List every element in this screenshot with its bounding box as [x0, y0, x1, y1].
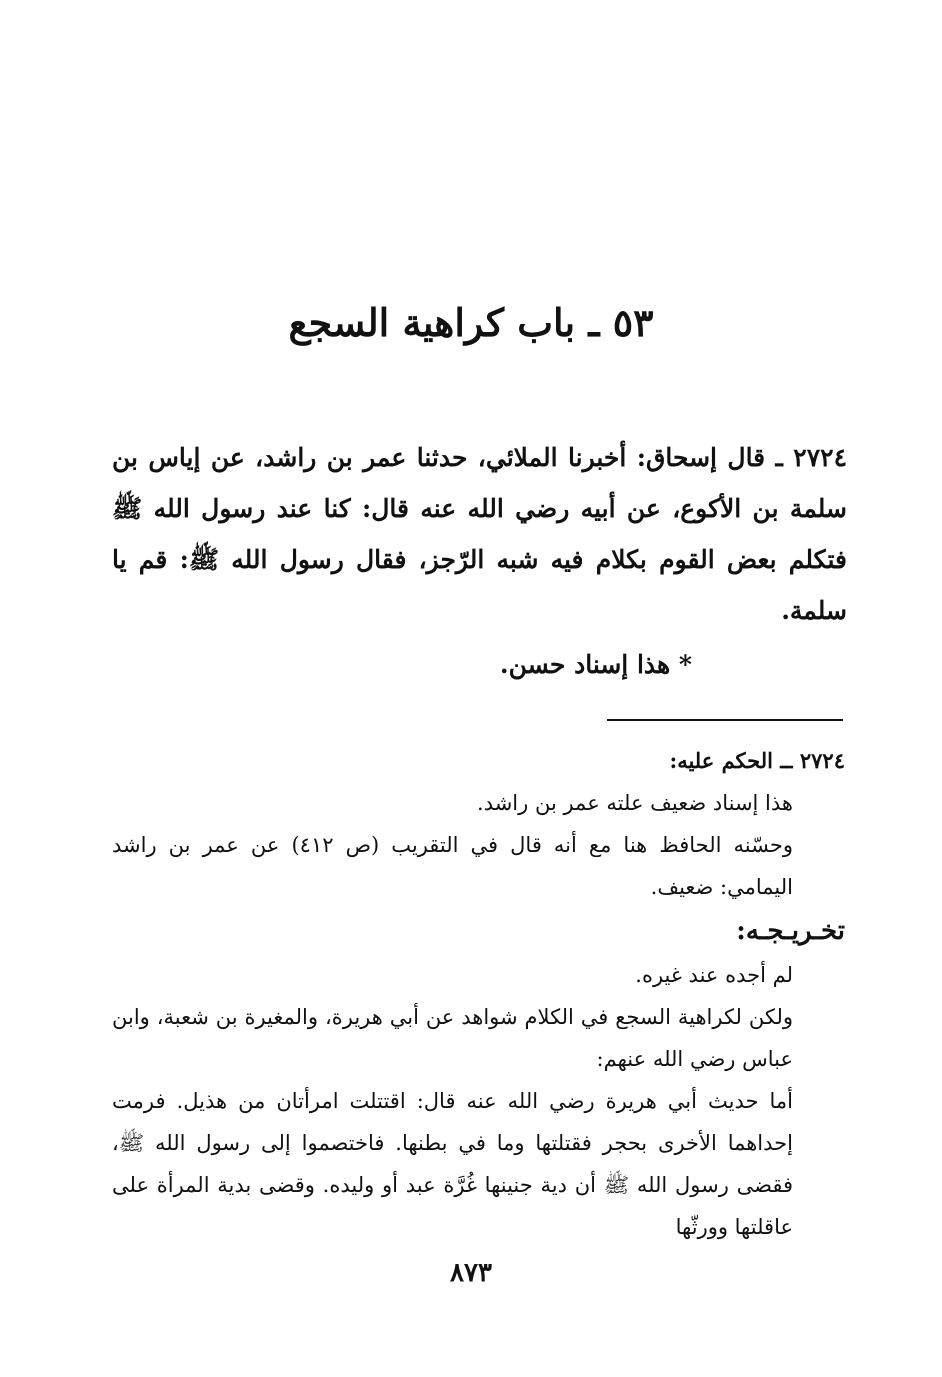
note-paragraph: وحسّنه الحافظ هنا مع أنه قال في التقريب (ص ٤١٢) عن عمر بن راشد اليمامي: ضعيف.: [112, 833, 793, 899]
page-number: ٨٧٣: [450, 1258, 492, 1288]
note-paragraph: هذا إسناد ضعيف علته عمر بن راشد.: [477, 791, 793, 815]
ruling-heading: ٢٧٢٤ ــ الحكم عليه:: [669, 748, 845, 773]
hadith-text: ٢٧٢٤ ـ قال إسحاق: أخبرنا الملائي، حدثنا عمر بن راشد، عن إياس بن سلمة بن الأكوع، عن أبيه رضي الله عنه قال: كنا عند رسول الله ﷺ فتكلم بعض القوم بكلام فيه شبه الرّجز، فقال رسول الله ﷺ: قم يا سلمة.: [112, 443, 847, 625]
note-paragraph: أما حديث أبي هريرة رضي الله عنه قال: اقتتلت امرأتان من هذيل. فرمت إحداهما الأخرى بحجر فقتلتها وما في بطنها. فاختصموا إلى رسول الله ﷺ، فقضى رسول الله ﷺ أن دية جنينها غُرَّة عبد أو وليده. وقضى بدية المرأة على عاقلتها وورثّها: [112, 1089, 793, 1239]
grading-line: * هذا إسناد حسن.: [499, 650, 692, 679]
chapter-title: ٥٣ ـ باب كراهية السجع: [288, 300, 654, 345]
takhrij-heading: تخـريـجـه:: [736, 916, 845, 946]
footnote-divider: [607, 719, 843, 721]
note-paragraph: لم أجده عند غيره.: [635, 963, 793, 987]
note-paragraph: ولكن لكراهية السجع في الكلام شواهد عن أبي هريرة، والمغيرة بن شعبة، وابن عباس رضي الله عنهم:: [112, 1005, 793, 1071]
footnotes-section: [112, 740, 845, 1248]
hadith-block: [112, 432, 847, 636]
